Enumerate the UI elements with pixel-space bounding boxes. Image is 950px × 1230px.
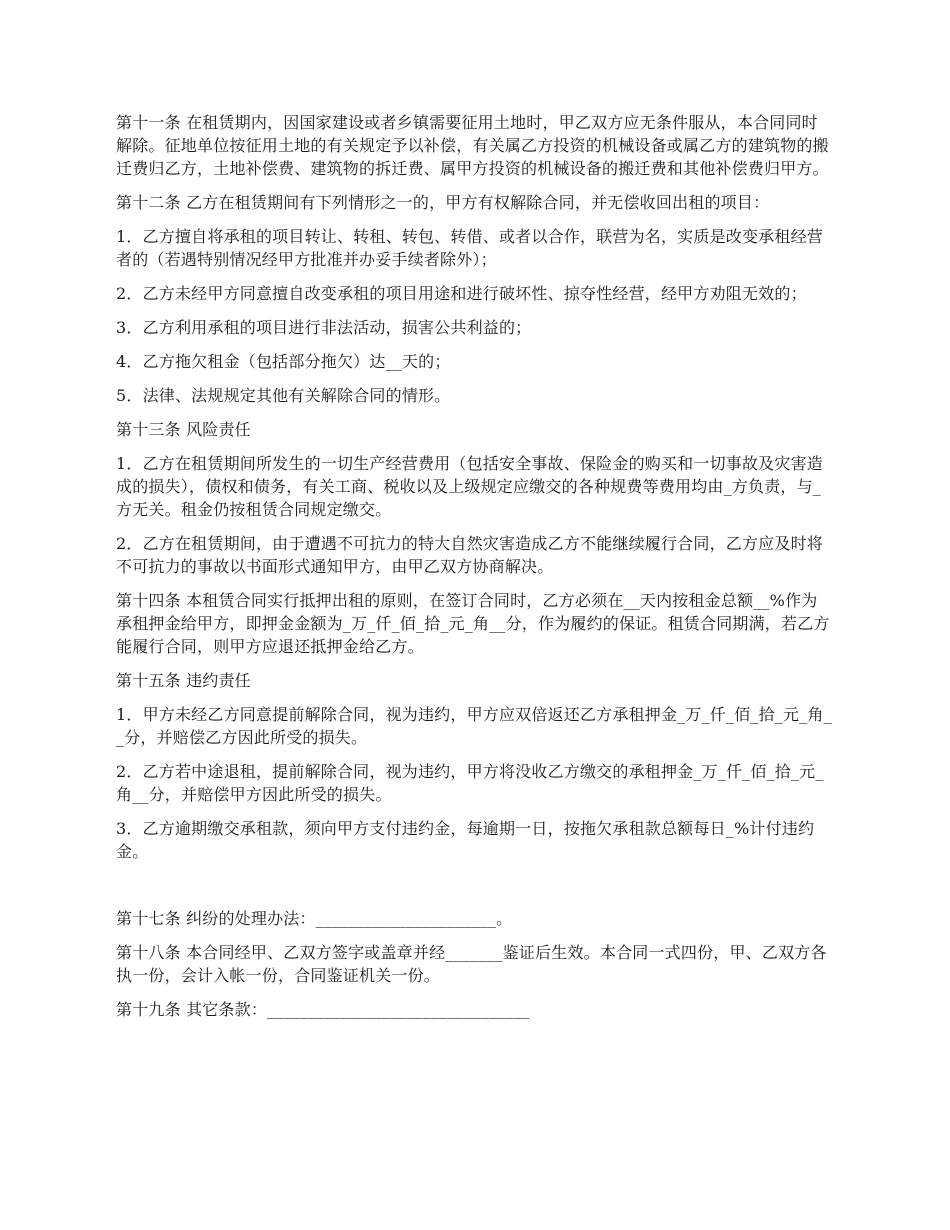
clause-12-item-2: 2．乙方未经甲方同意擅自改变承租的项目用途和进行破坏性、掠夺性经营，经甲方劝阻无效的；	[116, 284, 807, 303]
clause-15-heading: 第十五条 违约责任	[116, 671, 251, 690]
clause-17: 第十七条 纠纷的处理办法：______________________。	[116, 909, 513, 928]
clause-13-item-2: 2．乙方在租赁期间，由于遭遇不可抗力的特大自然灾害造成乙方不能继续履行合同，乙方应及时将不可抗力的事故以书面形式通知甲方，由甲乙双方协商解决。	[116, 534, 823, 576]
clause-15-item-3: 3．乙方逾期缴交承租款，须向甲方支付违约金，每逾期一日，按拖欠承租款总额每日_%计付违约金。	[116, 819, 815, 861]
clause-12-item-4: 4．乙方拖欠租金（包括部分拖欠）达__天的；	[116, 352, 451, 371]
blank-gap	[116, 874, 832, 907]
clause-12-item-5: 5．法律、法规规定其他有关解除合同的情形。	[116, 386, 451, 405]
clause-13-heading: 第十三条 风险责任	[116, 420, 251, 439]
clause-19: 第十九条 其它条款：________________________________	[116, 1000, 530, 1019]
clause-12: 第十二条 乙方在租赁期间有下列情形之一的，甲方有权解除合同，并无偿收回出租的项目：	[116, 193, 770, 212]
clause-18: 第十八条 本合同经甲、乙双方签字或盖章并经_______鉴证后生效。本合同一式四份，甲、乙双方各执一份，会计入帐一份，合同鉴证机关一份。	[116, 943, 827, 985]
clause-15-item-1: 1．甲方未经乙方同意提前解除合同，视为违约，甲方应双倍返还乙方承租押金_万_仟_佰_拾_元_角__分，并赔偿乙方因此所受的损失。	[116, 705, 832, 747]
clause-15-item-2: 2．乙方若中途退租，提前解除合同，视为违约，甲方将没收乙方缴交的承租押金_万_仟_佰_拾_元_角__分，并赔偿甲方因此所受的损失。	[116, 762, 824, 804]
clause-13-item-1: 1．乙方在租赁期间所发生的一切生产经营费用（包括安全事故、保险金的购买和一切事故及灾害造成的损失），债权和债务，有关工商、税收以及上级规定应缴交的各种规费等费用均由_方负责，与_方无关。租金仍按租赁合同规定缴交。	[116, 454, 823, 519]
clause-12-item-1: 1．乙方擅自将承租的项目转让、转租、转包、转借、或者以合作，联营为名，实质是改变承租经营者的（若遇特别情况经甲方批准并办妥手续者除外）；	[116, 227, 823, 269]
clause-12-item-3: 3．乙方利用承租的项目进行非法活动，损害公共利益的；	[116, 318, 532, 337]
document-body	[116, 111, 832, 1032]
clause-14: 第十四条 本租赁合同实行抵押出租的原则，在签订合同时，乙方必须在__天内按租金总额__%作为承租押金给甲方，即押金金额为_万_仟_佰_拾_元_角__分，作为履约的保证。租赁合同期满，若乙方能履行合同，则甲方应退还抵押金给乙方。	[116, 591, 830, 656]
clause-11: 第十一条 在租赁期内，因国家建设或者乡镇需要征用土地时，甲乙双方应无条件服从，本合同同时解除。征地单位按征用土地的有关规定予以补偿，有关属乙方投资的机械设备或属乙方的建筑物的搬迁费归乙方，土地补偿费、建筑物的拆迁费、属甲方投资的机械设备的搬迁费和其他补偿费归甲方。	[116, 113, 829, 178]
